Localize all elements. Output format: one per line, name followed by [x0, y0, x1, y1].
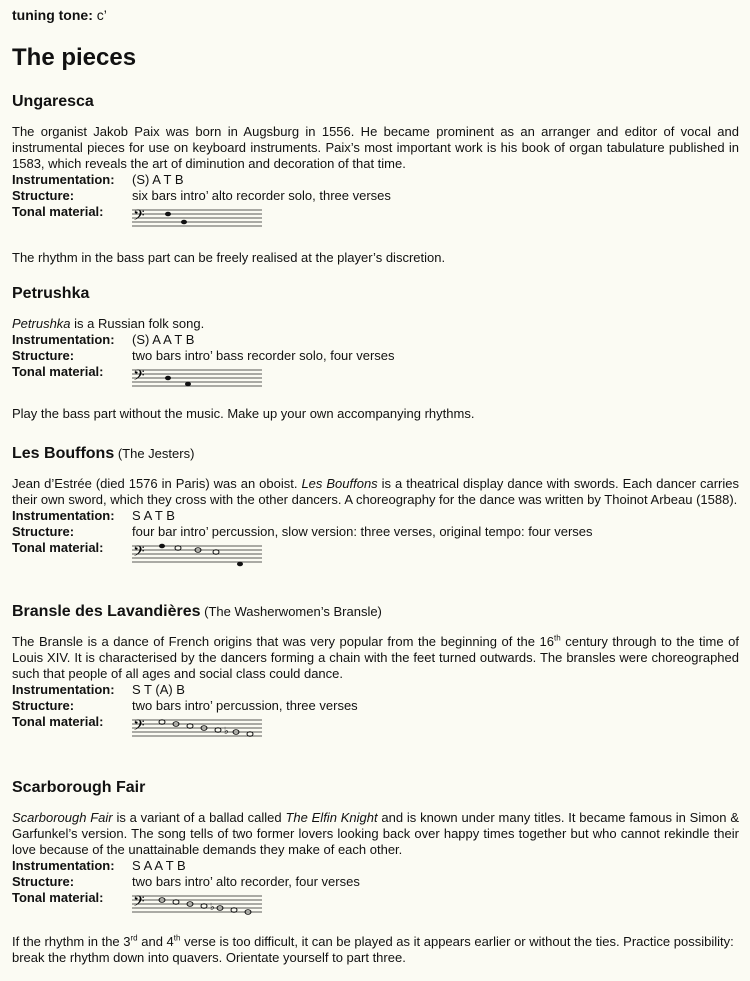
structure-value: two bars intro’ percussion, three verses [132, 698, 358, 713]
section-title: Petrushka [12, 285, 90, 302]
instrumentation-row [12, 682, 739, 698]
section-note: The rhythm in the bass part can be freely realised at the player’s discretion. [12, 250, 446, 265]
section-title: Scarborough Fair [12, 779, 146, 796]
structure-row [12, 188, 739, 204]
structure-label: Structure: [12, 698, 75, 713]
structure-value: two bars intro’ bass recorder solo, four verses [132, 348, 395, 363]
tonal-staff [132, 714, 262, 744]
tonal-row [12, 540, 739, 578]
structure-value: two bars intro’ alto recorder, four verses [132, 874, 360, 889]
section-scarborough-fair [12, 778, 739, 966]
tonal-label: Tonal material: [12, 714, 104, 729]
instrumentation-row [12, 172, 739, 188]
section-title: Ungaresca [12, 93, 94, 110]
section-ungaresca [12, 92, 739, 266]
tonal-label: Tonal material: [12, 540, 104, 555]
section-les-bouffons [12, 444, 739, 578]
instrumentation-label: Instrumentation: [12, 682, 115, 697]
instrumentation-label: Instrumentation: [12, 172, 115, 187]
tonal-label: Tonal material: [12, 204, 104, 219]
tonal-row [12, 364, 739, 402]
section-description: Jean d’Estrée (died 1576 in Paris) was an oboist. Les Bouffons is a theatrical display dance with swords. Each dancer carries their own sword, which they cross with the other dancers. A choreography for the dance was written by Thoinot Arbeau (1588). [12, 476, 739, 507]
structure-label: Structure: [12, 188, 75, 203]
bass-clef-icon: 𝄢 [133, 367, 145, 388]
tonal-row [12, 714, 739, 752]
tuning-tone [12, 7, 107, 23]
structure-row [12, 524, 739, 540]
instrumentation-label: Instrumentation: [12, 858, 115, 873]
bass-clef-icon: 𝄢 [133, 893, 145, 914]
instrumentation-value: (S) A A T B [132, 332, 195, 347]
section-note: Play the bass part without the music. Make up your own accompanying rhythms. [12, 406, 475, 421]
svg-text:♭: ♭ [210, 902, 215, 913]
structure-value: six bars intro’ alto recorder solo, three verses [132, 188, 391, 203]
structure-row [12, 874, 739, 890]
section-title: Les Bouffons (The Jesters) [12, 445, 195, 462]
instrumentation-label: Instrumentation: [12, 508, 115, 523]
section-description: Scarborough Fair is a variant of a ballad called The Elfin Knight and is known under many titles. It became famous in Simon & Garfunkel’s version. The song tells of two former lovers looking back over happy times together but who cannot rekindle their love because of the unattainable demands they make of each other. [12, 810, 739, 857]
instrumentation-row [12, 858, 739, 874]
instrumentation-label: Instrumentation: [12, 332, 115, 347]
structure-value: four bar intro’ percussion, slow version: three verses, original tempo: four verses [132, 524, 593, 539]
bass-clef-icon: 𝄢 [133, 207, 145, 228]
instrumentation-value: (S) A T B [132, 172, 184, 187]
section-description: Petrushka is a Russian folk song. [12, 316, 205, 331]
structure-label: Structure: [12, 348, 75, 363]
instrumentation-row [12, 332, 739, 348]
section-description: The Bransle is a dance of French origins that was very popular from the beginning of the 16th century through to the time of Louis XIV. It is characterised by the dancers forming a chain with the feet turned outwards. The bransles were choreographed such that people of all ages and social class could dance. [12, 633, 739, 681]
bass-clef-icon: 𝄢 [133, 543, 145, 564]
bass-clef-icon: 𝄢 [133, 717, 145, 738]
svg-text:♭: ♭ [224, 726, 229, 737]
structure-label: Structure: [12, 874, 75, 889]
structure-label: Structure: [12, 524, 75, 539]
tonal-row [12, 890, 739, 928]
tonal-staff [132, 364, 262, 394]
instrumentation-value: S A T B [132, 508, 175, 523]
section-description: The organist Jakob Paix was born in Augsburg in 1556. He became prominent as an arranger and editor of vocal and instrumental pieces for use on keyboard instruments. Paix’s most important work is his book of organ tabulature published in 1583, which reveals the art of diminution and decoration of that time. [12, 124, 739, 171]
instrumentation-value: S T (A) B [132, 682, 185, 697]
structure-row [12, 698, 739, 714]
section-petrushka [12, 284, 739, 422]
tonal-staff [132, 540, 262, 570]
tonal-row [12, 204, 739, 242]
tonal-label: Tonal material: [12, 890, 104, 905]
section-bransle [12, 602, 739, 752]
section-note: If the rhythm in the 3rd and 4th verse is too difficult, it can be played as it appears earlier or without the ties. Practice possibility: break the rhythm down into quavers. Orientate yourself to part three. [12, 933, 734, 965]
tonal-staff [132, 204, 262, 234]
tonal-staff [132, 890, 262, 920]
tuning-label: tuning tone: [12, 7, 93, 23]
instrumentation-row [12, 508, 739, 524]
section-title: Bransle des Lavandières (The Washerwomen’s Bransle) [12, 603, 382, 620]
tuning-value: c’ [92, 7, 107, 23]
instrumentation-value: S A A T B [132, 858, 186, 873]
page-heading: The pieces [12, 44, 137, 71]
structure-row [12, 348, 739, 364]
tonal-label: Tonal material: [12, 364, 104, 379]
